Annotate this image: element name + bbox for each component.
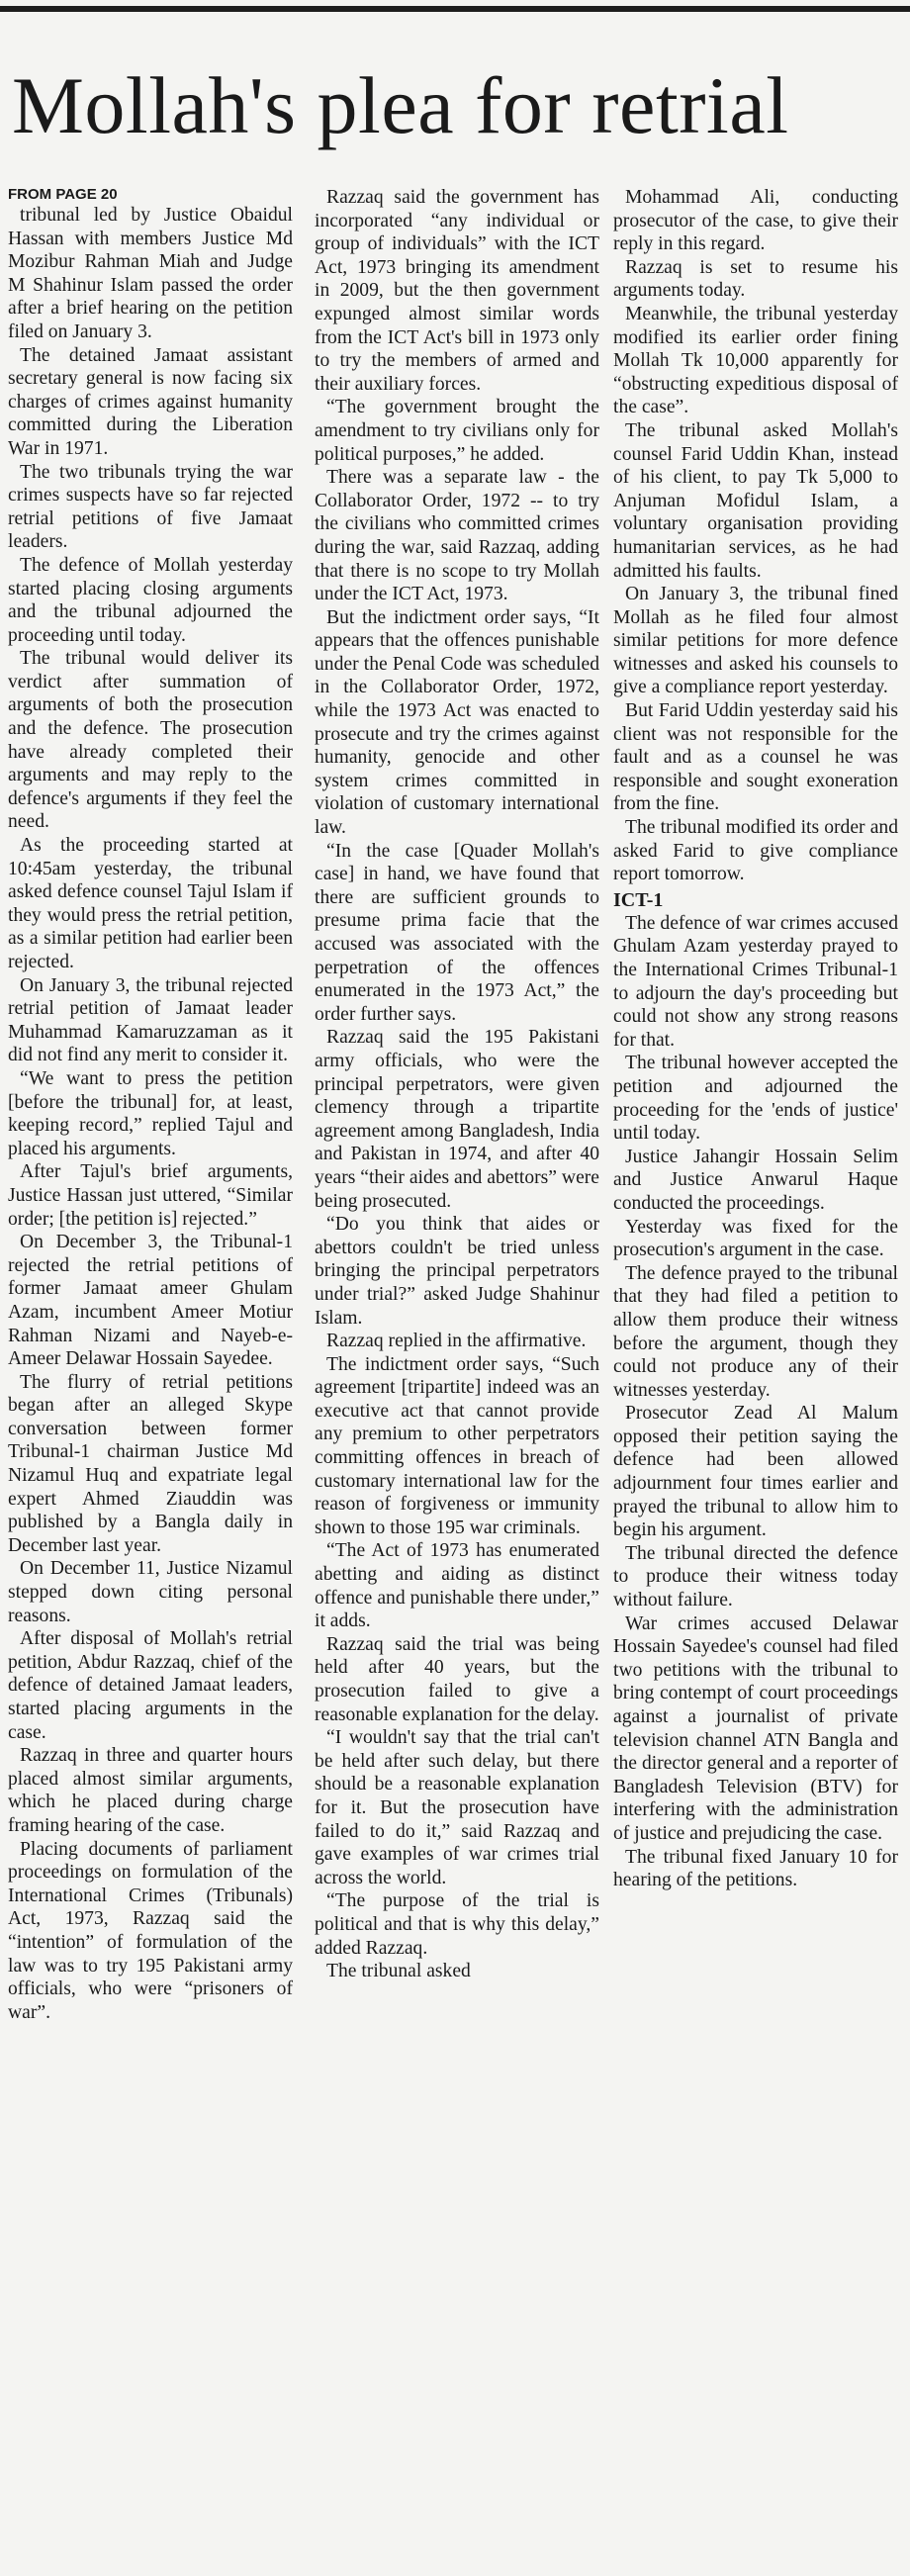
paragraph: Prosecutor Zead Al Malum opposed their petition saying the defence had been allowed adjournment four times earlier and prayed the tribunal to allow him to begin his argument.	[613, 1403, 898, 1541]
jump-label: FROM PAGE 20	[8, 186, 118, 203]
paragraph: Razzaq said the government has incorporated “any individual or group of individuals” with the ICT Act, 1973 bringing its amendment in 2009, but the then government expunged almost similar words from the ICT Act's bill in 1973 only to try the members of armed and their auxiliary forces.	[315, 187, 599, 395]
paragraph: There was a separate law - the Collaborator Order, 1972 -- to try the civilians who committed crimes during the war, said Razzaq, adding that there is no scope to try Mollah under the ICT Act, 1973.	[315, 467, 599, 605]
paragraph: “The Act of 1973 has enumerated abetting and aiding as distinct offence and punishable there under,” it adds.	[315, 1540, 599, 1632]
paragraph: The tribunal would deliver its verdict after summation of arguments of both the prosecution and the defence. The prosecution have already completed their arguments and may reply to the defence's arguments if they feel the need.	[8, 648, 293, 833]
paragraph: The tribunal however accepted the petition and adjourned the proceeding for the 'ends of justice' until today.	[613, 1053, 898, 1145]
paragraph: But Farid Uddin yesterday said his client was not responsible for the fault and as a counsel he was responsible and sought exoneration from the fine.	[613, 700, 898, 815]
paragraph: On January 3, the tribunal rejected retrial petition of Jamaat leader Muhammad Kamaruzzaman as it did not find any merit to consider it.	[8, 974, 293, 1066]
paragraph: The tribunal modified its order and asked Farid to give compliance report tomorrow.	[613, 817, 898, 885]
paragraph: After Tajul's brief arguments, Justice Hassan just uttered, “Similar order; [the petition is] rejected.”	[8, 1161, 293, 1230]
paragraph: But the indictment order says, “It appears that the offences punishable under the Penal Code was scheduled in the Collaborator Order, 1972, while the 1973 Act was enacted to prosecute and try the crimes against humanity, genocide and other system crimes committed in violation of customary international law.	[315, 606, 599, 839]
paragraph: On December 3, the Tribunal-1 rejected the retrial petitions of former Jamaat ameer Ghulam Azam, incumbent Ameer Motiur Rahman Nizami and Nayeb-e-Ameer Delawar Hossain Sayedee.	[8, 1232, 293, 1370]
article-column-1	[8, 186, 293, 2024]
paragraph: The two tribunals trying the war crimes suspects have so far rejected retrial petitions of five Jamaat leaders.	[8, 461, 293, 553]
paragraph: On December 11, Justice Nizamul stepped down citing personal reasons.	[8, 1558, 293, 1626]
paragraph: “The government brought the amendment to try civilians only for political purposes,” he added.	[315, 397, 599, 465]
article-column-3	[613, 186, 898, 1892]
paragraph: Razzaq in three and quarter hours placed almost similar arguments, which he placed during charge framing hearing of the case.	[8, 1745, 293, 1836]
paragraph: On January 3, the tribunal fined Mollah as he filed four almost similar petitions for more defence witnesses and asked his counsels to give a compliance report yesterday.	[613, 584, 898, 698]
paragraph: The tribunal fixed January 10 for hearing of the petitions.	[613, 1846, 898, 1891]
paragraph: The indictment order says, “Such agreement [tripartite] indeed was an executive act that cannot provide any premium to other perpetrators committing offences in breach of customary international law for the reason of forgiveness or immunity shown to those 195 war criminals.	[315, 1353, 599, 1538]
paragraph: The tribunal directed the defence to produce their witness today without failure.	[613, 1542, 898, 1611]
subheading-ict-1: ICT-1	[613, 888, 664, 911]
paragraph: “We want to press the petition [before the tribunal] for, at least, keeping record,” replied Tajul and placed his arguments.	[8, 1067, 293, 1159]
paragraph: The tribunal asked Mollah's counsel Farid Uddin Khan, instead of his client, to pay Tk 5,000 to Anjuman Mofidul Islam, a voluntary organisation providing humanitarian services, as he had admitted his faults.	[613, 419, 898, 582]
paragraph: Razzaq replied in the affirmative.	[326, 1331, 587, 1352]
paragraph: After disposal of Mollah's retrial petition, Abdur Razzaq, chief of the defence of detained Jamaat leaders, started placing arguments in the case.	[8, 1628, 293, 1743]
paragraph: “The purpose of the trial is political and that is why this delay,” added Razzaq.	[315, 1890, 599, 1959]
paragraph: Yesterday was fixed for the prosecution's argument in the case.	[613, 1216, 898, 1261]
paragraph: Razzaq said the trial was being held after 40 years, but the prosecution failed to give a reasonable explanation for the delay.	[315, 1633, 599, 1725]
paragraph: tribunal led by Justice Obaidul Hassan with members Justice Md Mozibur Rahman Miah and Judge M Shahinur Islam passed the order after a brief hearing on the petition filed on January 3.	[8, 205, 293, 342]
column-1-body	[8, 204, 293, 2024]
paragraph: As the proceeding started at 10:45am yesterday, the tribunal asked defence counsel Tajul Islam if they would press the retrial petition, as a similar petition had earlier been rejected.	[8, 835, 293, 972]
paragraph: “In the case [Quader Mollah's case] in hand, we have found that there are sufficient grounds to presume prima facie that the accused was associated with the perpetration of the offences enumerated in the 1973 Act,” the order further says.	[315, 840, 599, 1025]
paragraph: “Do you think that aides or abettors couldn't be tried unless bringing the principal perpetrators under trial?” asked Judge Shahinur Islam.	[315, 1214, 599, 1329]
paragraph: Mohammad Ali, conducting prosecutor of the case, to give their reply in this regard.	[613, 187, 898, 255]
paragraph: The defence of war crimes accused Ghulam Azam yesterday prayed to the International Crimes Tribunal-1 to adjourn the day's proceeding but could not show any strong reasons for that.	[613, 912, 898, 1051]
column-2-body	[315, 186, 599, 1983]
paragraph: War crimes accused Delawar Hossain Sayedee's counsel had filed two petitions with the tribunal to bring contempt of court proceedings against a journalist of private television channel ATN Bangla and the director general and a reporter of Bangladesh Television (BTV) for interfering with the administration of justice and prejudicing the case.	[613, 1612, 898, 1844]
paragraph: Razzaq is set to resume his arguments today.	[613, 256, 898, 302]
paragraph: Razzaq said the 195 Pakistani army officials, who were the principal perpetrators, were given clemency through a tripartite agreement among Bangladesh, India and Pakistan in 1974, and after 40 years “their aides and abettors” were being prosecuted.	[315, 1027, 599, 1212]
paragraph: Placing documents of parliament proceedings on formulation of the International Crimes (Tribunals) Act, 1973, Razzaq said the “intention” of formulation of the law was to try 195 Pakistani army officials, who were “prisoners of war”.	[8, 1838, 293, 2023]
column-3-ict-body	[613, 912, 898, 1892]
paragraph: The defence of Mollah yesterday started placing closing arguments and the tribunal adjourned the proceeding until today.	[8, 554, 293, 646]
headline: Mollah's plea for retrial	[12, 60, 789, 150]
column-3-body	[613, 186, 898, 886]
paragraph: Justice Jahangir Hossain Selim and Justice Anwarul Haque conducted the proceedings.	[613, 1146, 898, 1214]
paragraph: The defence prayed to the tribunal that they had filed a petition to allow them produce their witness before the argument, though they could not produce any of their witnesses yesterday.	[613, 1262, 898, 1401]
paragraph: The detained Jamaat assistant secretary general is now facing six charges of crimes against humanity committed during the Liberation War in 1971.	[8, 344, 293, 459]
paragraph: Meanwhile, the tribunal yesterday modified its earlier order fining Mollah Tk 10,000 apparently for “obstructing expeditious disposal of the case”.	[613, 303, 898, 418]
paragraph: The flurry of retrial petitions began after an alleged Skype conversation between former Tribunal-1 chairman Justice Md Nizamul Huq and expatriate legal expert Ahmed Ziauddin was published by a Bangla daily in December last year.	[8, 1371, 293, 1556]
top-rule	[0, 6, 910, 12]
paragraph: “I wouldn't say that the trial can't be held after such delay, but there should be a reasonable explanation for it. But the prosecution have failed to do it,” said Razzaq and gave examples of war crimes trial across the world.	[315, 1727, 599, 1888]
article-column-2	[315, 186, 599, 1983]
paragraph: The tribunal asked	[326, 1961, 471, 1982]
